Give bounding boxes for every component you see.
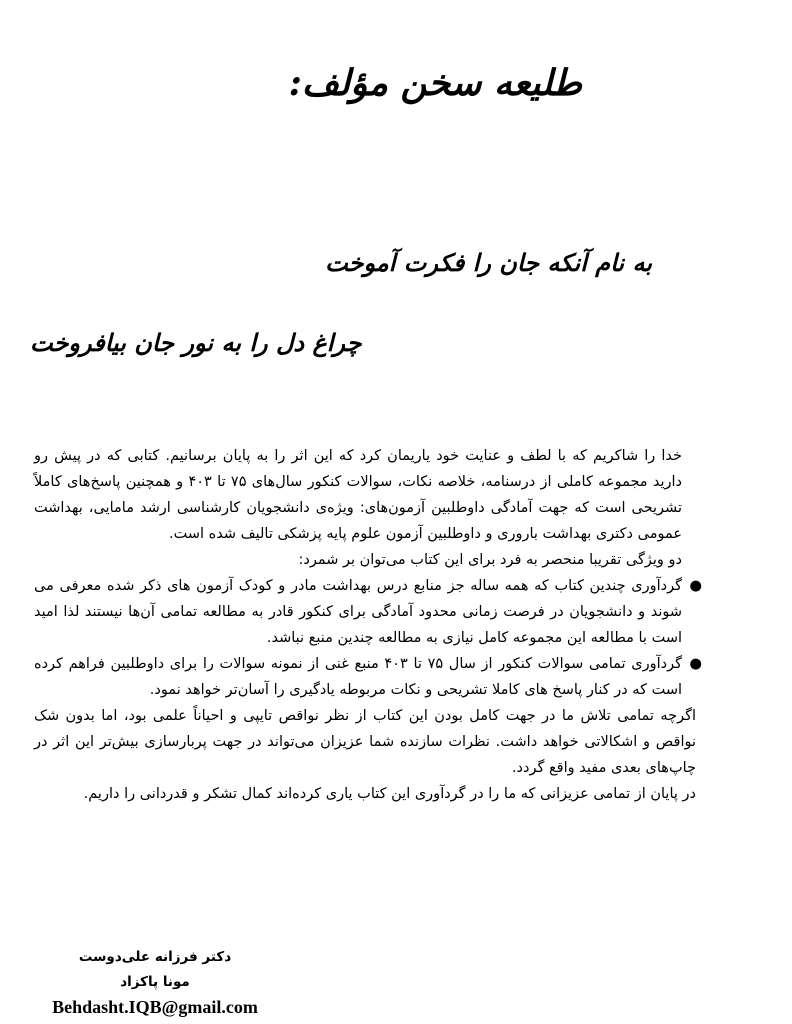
- contact-email[interactable]: Behdasht.IQB@gmail.com: [52, 997, 258, 1017]
- thanks-paragraph: در پایان از تمامی عزیزانی که ما را در گردآوری این کتاب یاری کرده‌اند کمال تشکر و قدردانی را داریم.: [83, 786, 696, 802]
- features-list: [34, 573, 702, 703]
- bullet-icon: ●: [689, 656, 702, 672]
- signature-block: [40, 945, 270, 1020]
- author-name: دکتر فرزانه علی‌دوست: [78, 949, 232, 965]
- features-intro: دو ویژگی تقریبا منحصر به فرد برای این کتاب می‌توان بر شمرد:: [298, 552, 682, 568]
- list-item-text: گردآوری تمامی سوالات کنکور از سال ۷۵ تا ۴۰۳ منبع غنی از نمونه سوالات را برای داوطلبین فراهم کرده است که در کنار پاسخ های کاملا تشریحی و نکات مربوطه یادگیری را آسان‌تر خواهد نمود.: [34, 656, 682, 698]
- list-item: [34, 573, 702, 651]
- list-item-text: گردآوری چندین کتاب که همه ساله جز منابع درس بهداشت مادر و کودک آزمون های ذکر شده معرفی می شوند و دانشجویان در فرصت زمانی محدود آمادگی برای کنکور قادر به مطالعه تمامی آن‌ها نیستند لذا امید است با مطالعه این مجموعه کامل نیازی به مطالعه چندین منبع نباشد.: [34, 578, 682, 646]
- verse-line-2: چراغ دل را به نور جان بیافروخت: [30, 328, 362, 357]
- body-text: [34, 443, 702, 807]
- intro-paragraph: خدا را شاکریم که با لطف و عنایت خود یاریمان کرد که این اثر را به پایان برسانیم. کتابی که در پیش رو دارید مجموعه کاملی از درسنامه، خلاصه نکات، سوالات کنکور سال‌های ۷۵ تا ۴۰۳ و همچنین پاسخ‌های کاملاً تشریحی است که جهت آمادگی داوطلبین آزمون‌های: ویژه‌ی دانشجویان کارشناسی ارشد مامایی، بهداشت عمومی دکتری بهداشت باروری و داوطلبین آزمون علوم پایه پزشکی تالیف شده است.: [34, 448, 683, 542]
- verse-line-1: به نام آنکه جان را فکرت آموخت: [325, 248, 652, 277]
- page-title: طلیعه سخن مؤلف:: [288, 62, 582, 104]
- author-name: مونا پاکزاد: [120, 974, 190, 990]
- list-item: [34, 651, 702, 703]
- disclaimer-paragraph: اگرچه تمامی تلاش ما در جهت کامل بودن این کتاب از نظر نواقص تایپی و احیاناً علمی بود، اما بدون شک نواقص و اشکالاتی خواهد داشت. نظرات سازنده شما عزیزان می‌تواند در جهت پربارسازی بیش‌تر این اثر در چاپ‌های بعدی مفید واقع گردد.: [34, 708, 696, 776]
- bullet-icon: ●: [689, 578, 702, 594]
